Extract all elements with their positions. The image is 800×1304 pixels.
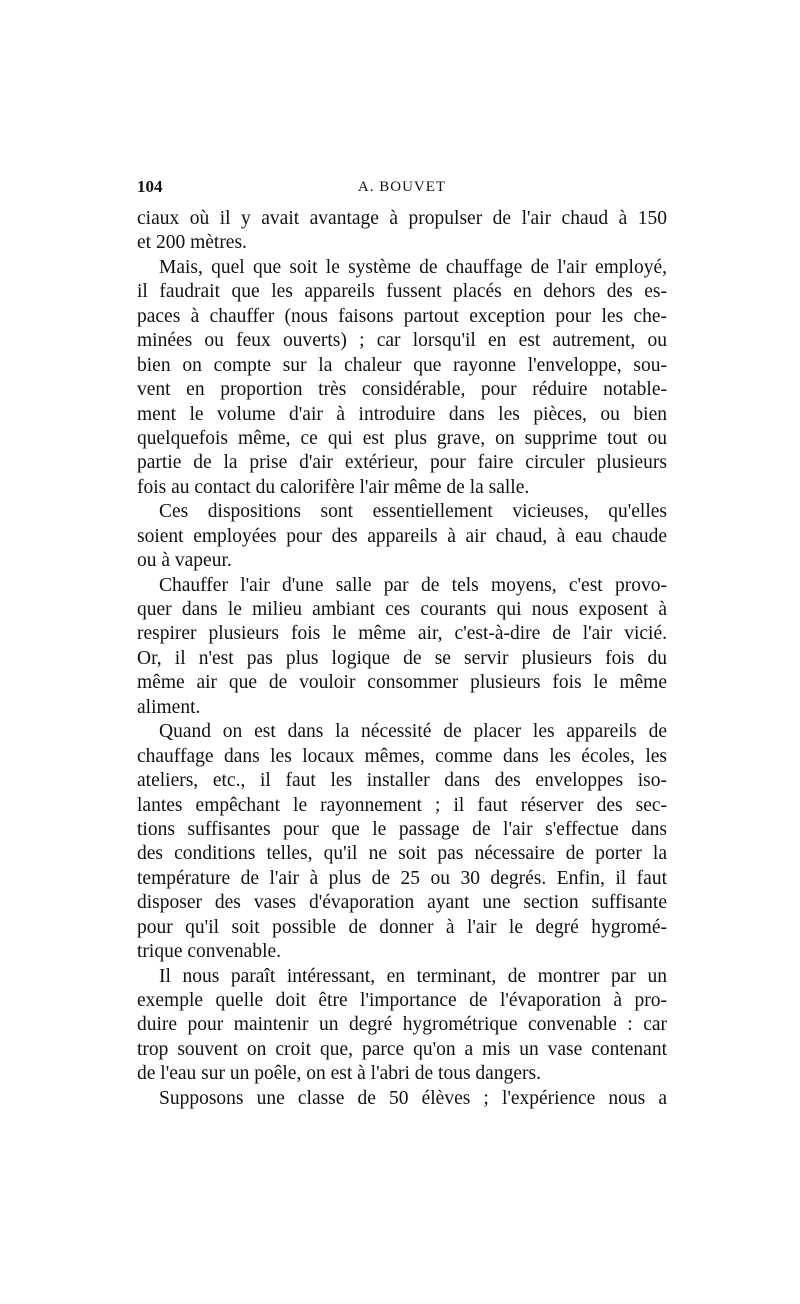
text-line: quer dans le milieu ambiant ces courants qui nous exposent à bbox=[137, 599, 667, 620]
text-line: ment le volume d'air à introduire dans les pièces, ou bien bbox=[137, 403, 667, 425]
text-line: et 200 mètres. bbox=[137, 232, 247, 254]
text-line: Chauffer l'air d'une salle par de tels moyens, c'est provo- bbox=[159, 574, 667, 596]
text-line: fois au contact du calorifère l'air même de la salle. bbox=[137, 476, 530, 498]
text-line: tions suffisantes pour que le passage de l'air s'effectue dans bbox=[137, 818, 667, 840]
page-number: 104 bbox=[137, 177, 163, 196]
text-line: ou à vapeur. bbox=[137, 550, 232, 572]
text-line: exemple quelle doit être l'importance de l'évaporation à pro- bbox=[137, 990, 667, 1011]
text-line: ciaux où il y avait avantage à propulser de l'air chaud à 150 bbox=[137, 208, 667, 229]
text-line: lantes empêchant le rayonnement ; il faut réserver des sec- bbox=[137, 794, 667, 816]
text-line: quelquefois même, ce qui est plus grave, on supprime tout ou bbox=[137, 427, 667, 449]
text-line: de l'eau sur un poêle, on est à l'abri de tous dangers. bbox=[137, 1063, 541, 1085]
text-line: chauffage dans les locaux mêmes, comme dans les écoles, les bbox=[137, 745, 667, 767]
text-line: Or, il n'est pas plus logique de se servir plusieurs fois du bbox=[137, 647, 667, 669]
text-line: Supposons une classe de 50 élèves ; l'expérience nous a bbox=[159, 1087, 667, 1109]
text-line: il faudrait que les appareils fussent placés en dehors des es- bbox=[137, 281, 667, 303]
text-line: trop souvent on croit que, parce qu'on a mis un vase contenant bbox=[137, 1038, 667, 1060]
text-line: Il nous paraît intéressant, en terminant, de montrer par un bbox=[159, 965, 667, 987]
text-line: vent en proportion très considérable, pour réduire notable- bbox=[137, 379, 667, 401]
text-line: respirer plusieurs fois le même air, c'est-à-dire de l'air vicié. bbox=[137, 623, 667, 645]
text-line: partie de la prise d'air extérieur, pour faire circuler plusieurs bbox=[137, 452, 667, 474]
text-line: ateliers, etc., il faut les installer dans des enveloppes iso- bbox=[137, 770, 667, 792]
text-line: disposer des vases d'évaporation ayant une section suffisante bbox=[137, 892, 667, 914]
text-line: paces à chauffer (nous faisons partout exception pour les che- bbox=[137, 305, 667, 327]
text-line: duire pour maintenir un degré hygrométrique convenable : car bbox=[137, 1014, 667, 1036]
text-line: même air que de vouloir consommer plusieurs fois le même bbox=[137, 672, 667, 694]
body-text bbox=[137, 207, 667, 1111]
running-title: A. BOUVET bbox=[357, 179, 447, 195]
text-line: trique convenable. bbox=[137, 941, 282, 963]
running-head bbox=[137, 176, 667, 198]
text-line: aliment. bbox=[137, 696, 201, 718]
text-line: bien on compte sur la chaleur que rayonne l'enveloppe, sou- bbox=[137, 354, 667, 376]
text-line: Ces dispositions sont essentiellement vicieuses, qu'elles bbox=[159, 501, 667, 523]
text-line: soient employées pour des appareils à air chaud, à eau chaude bbox=[137, 525, 667, 547]
text-line: minées ou feux ouverts) ; car lorsqu'il en est autrement, ou bbox=[137, 330, 667, 352]
text-line: pour qu'il soit possible de donner à l'air le degré hygromé- bbox=[137, 916, 667, 938]
text-line: température de l'air à plus de 25 ou 30 degrés. Enfin, il faut bbox=[137, 867, 667, 889]
text-line: Quand on est dans la nécessité de placer les appareils de bbox=[159, 721, 667, 743]
text-line: Mais, quel que soit le système de chauffage de l'air employé, bbox=[159, 256, 667, 278]
text-line: des conditions telles, qu'il ne soit pas nécessaire de porter la bbox=[137, 843, 667, 865]
